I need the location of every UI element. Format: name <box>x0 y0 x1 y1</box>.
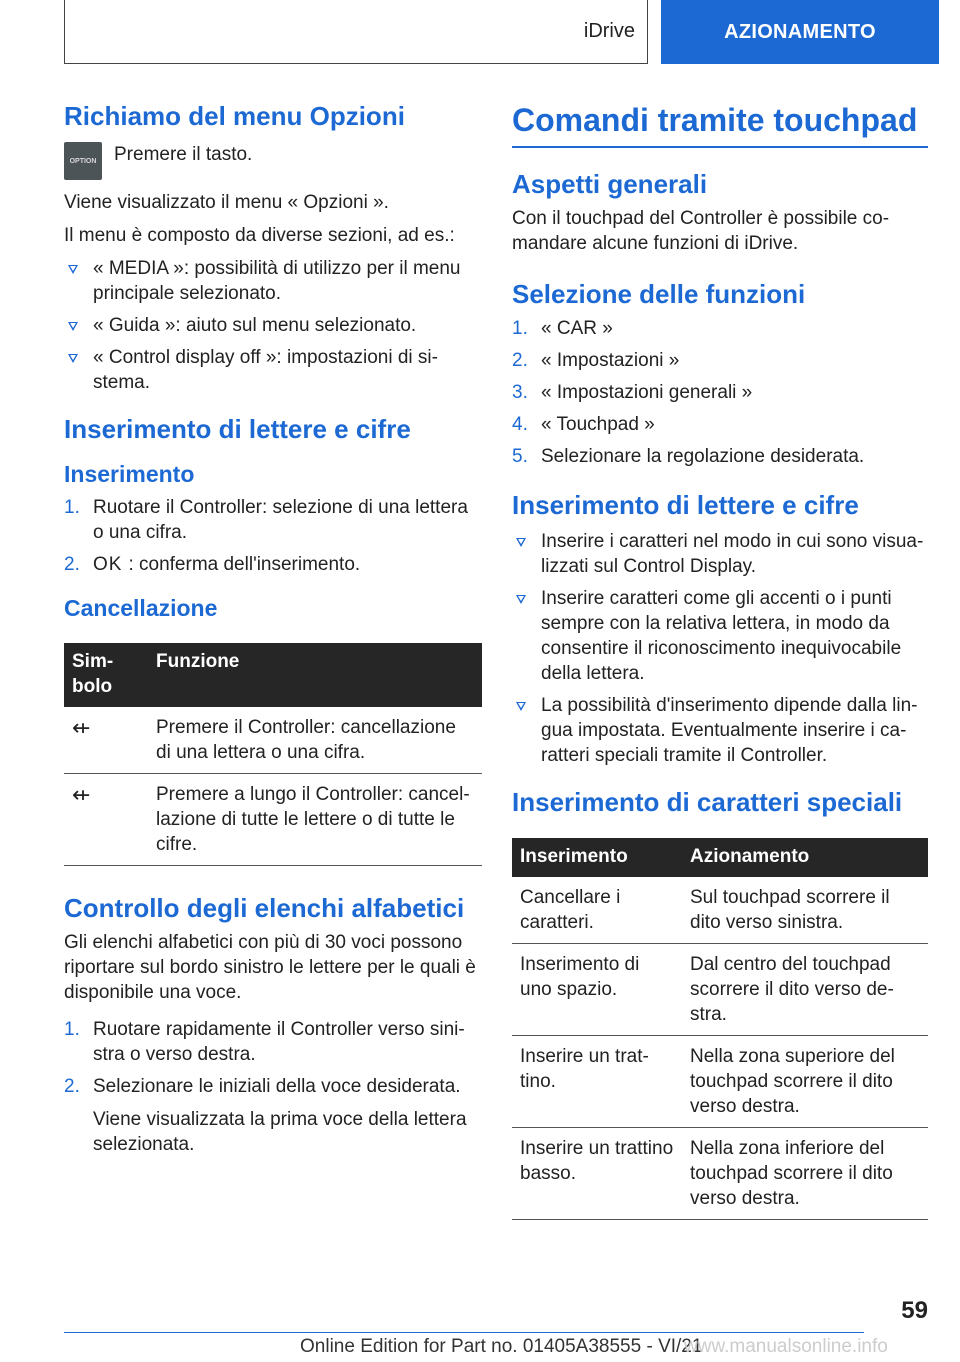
table-cell: Inserire un trattino. <box>512 1036 682 1128</box>
table-cell: Sul touchpad scorrere il dito verso sinistra. <box>682 877 928 944</box>
step-number: 4. <box>512 414 528 435</box>
step-number: 5. <box>512 446 528 467</box>
table-row <box>512 1128 928 1220</box>
table-row <box>512 1036 928 1128</box>
step-text: Ruotare rapidamente il Controller verso sinistra o verso destra. <box>93 1019 465 1065</box>
table-header: Funzione <box>148 643 482 707</box>
step-text: : conferma dell'inserimento. <box>128 554 361 575</box>
table-cell: Dal centro del touchpad scorrere il dito verso destra. <box>682 944 928 1036</box>
list-item: Inserire caratteri come gli accenti o i punti sempre con la relativa lettera, in modo da consentire il riconoscimento inequivocabile della lettera. <box>512 586 928 686</box>
table-row <box>512 877 928 944</box>
list-item <box>512 380 928 405</box>
step-text: « Touchpad » <box>541 414 655 435</box>
input-steps <box>64 495 482 577</box>
list-item <box>64 1017 482 1067</box>
step-number: 2. <box>64 554 80 575</box>
step-number: 1. <box>512 318 528 339</box>
footer-watermark: www.manualsonline.info <box>684 1336 888 1357</box>
step-text: « CAR » <box>541 318 613 339</box>
left-column <box>64 100 482 1165</box>
list-item <box>64 495 482 545</box>
list-item <box>512 348 928 373</box>
alpha-note: Viene visualizzata la prima voce della lettera selezionata. <box>93 1109 467 1155</box>
step-text: Ruotare il Controller: selezione di una lettera o una cifra. <box>93 497 468 543</box>
alpha-list-heading: Controllo degli elenchi alfabetici <box>64 893 465 923</box>
table-header: Inserimento <box>512 838 682 877</box>
special-chars-table <box>512 838 928 1220</box>
delete-arrow-icon: ⇷ <box>64 774 148 866</box>
options-paragraph-2: Il menu è composto da diverse sezioni, ad es.: <box>64 225 455 246</box>
footer-edition: Online Edition for Part no. 01405A38555 - VI/21 <box>300 1336 703 1357</box>
list-item: « Guida »: aiuto sul menu selezionato. <box>64 313 482 338</box>
table-cell: Inserire un trattino basso. <box>512 1128 682 1220</box>
table-cell: Premere il Controller: cancellazione di una lettera o una cifra. <box>148 707 482 774</box>
touchpad-heading: Comandi tramite touchpad <box>512 100 928 148</box>
step-text: « Impostazioni generali » <box>541 382 753 403</box>
options-paragraph-1: Viene visualizzato il menu « Opzioni ». <box>64 192 389 213</box>
options-menu-heading: Richiamo del menu Opzioni <box>64 101 405 131</box>
table-row <box>512 944 928 1036</box>
list-item: « Control display off »: impostazioni di sistema. <box>64 345 482 395</box>
right-column <box>512 100 928 1220</box>
step-number: 3. <box>512 382 528 403</box>
header-chapter-label: AZIONAMENTO <box>724 20 876 43</box>
step-number: 2. <box>64 1076 80 1097</box>
list-item <box>512 444 928 469</box>
select-steps <box>512 316 928 469</box>
delete-table <box>64 643 482 866</box>
step-text: Selezionare la regolazione desiderata. <box>541 446 865 467</box>
list-item <box>64 1074 482 1099</box>
table-row <box>64 774 482 866</box>
header-chapter-tab <box>661 0 939 64</box>
ok-icon: OK <box>93 554 123 575</box>
delete-subheading: Cancellazione <box>64 595 218 621</box>
general-heading: Aspetti generali <box>512 169 708 199</box>
table-header-row <box>64 643 482 707</box>
select-heading: Selezione delle funzioni <box>512 279 806 309</box>
touch-letters-list <box>512 529 928 768</box>
list-item: Inserire i caratteri nel modo in cui sono visualizzati sul Control Display. <box>512 529 928 579</box>
list-item <box>512 412 928 437</box>
table-cell: Nella zona inferiore del touchpad scorrere il dito verso destra. <box>682 1128 928 1220</box>
table-row <box>64 707 482 774</box>
alpha-paragraph: Gli elenchi alfabetici con più di 30 voci possono riportare sul bordo sinistro le lettere per le quali è disponibile una voce. <box>64 932 476 1003</box>
step-number: 2. <box>512 350 528 371</box>
option-button-row <box>64 142 482 180</box>
option-button-label: OPTION <box>69 157 97 165</box>
list-item <box>64 552 482 577</box>
special-chars-heading: Inserimento di caratteri speciali <box>512 787 903 817</box>
page-number: 59 <box>901 1297 928 1324</box>
list-item: La possibilità d'inserimento dipende dalla lingua impostata. Eventualmente inserire i caratteri speciali tramite il Controller. <box>512 693 928 768</box>
table-cell: Cancellare i caratteri. <box>512 877 682 944</box>
general-paragraph: Con il touchpad del Controller è possibile comandare alcune funzioni di iDrive. <box>512 208 890 254</box>
alpha-steps <box>64 1017 482 1099</box>
header-section-label: iDrive <box>583 20 635 42</box>
header-section-box <box>64 0 648 64</box>
table-cell: Inserimento di uno spazio. <box>512 944 682 1036</box>
step-number: 1. <box>64 497 80 518</box>
delete-arrow-icon: ⇷ <box>64 707 148 774</box>
options-list <box>64 256 482 395</box>
touch-letters-heading: Inserimento di lettere e cifre <box>512 490 859 520</box>
step-text: « Impostazioni » <box>541 350 680 371</box>
table-header-row <box>512 838 928 877</box>
table-cell: Premere a lungo il Controller: cancellazione di tutte le lettere o di tutte le cifre. <box>148 774 482 866</box>
step-number: 1. <box>64 1019 80 1040</box>
option-button-icon <box>64 142 102 180</box>
input-subheading: Inserimento <box>64 461 195 487</box>
table-header: Azionamento <box>682 838 928 877</box>
letters-heading: Inserimento di lettere e cifre <box>64 414 411 444</box>
list-item <box>512 316 928 341</box>
table-header: Sim-bolo <box>64 643 148 707</box>
footer-divider <box>64 1332 864 1333</box>
list-item: « MEDIA »: possibilità di utilizzo per il menu principale selezionato. <box>64 256 482 306</box>
step-text: Selezionare le iniziali della voce desiderata. <box>93 1076 461 1097</box>
table-cell: Nella zona superiore del touchpad scorrere il dito verso destra. <box>682 1036 928 1128</box>
option-instruction: Premere il tasto. <box>114 144 253 165</box>
